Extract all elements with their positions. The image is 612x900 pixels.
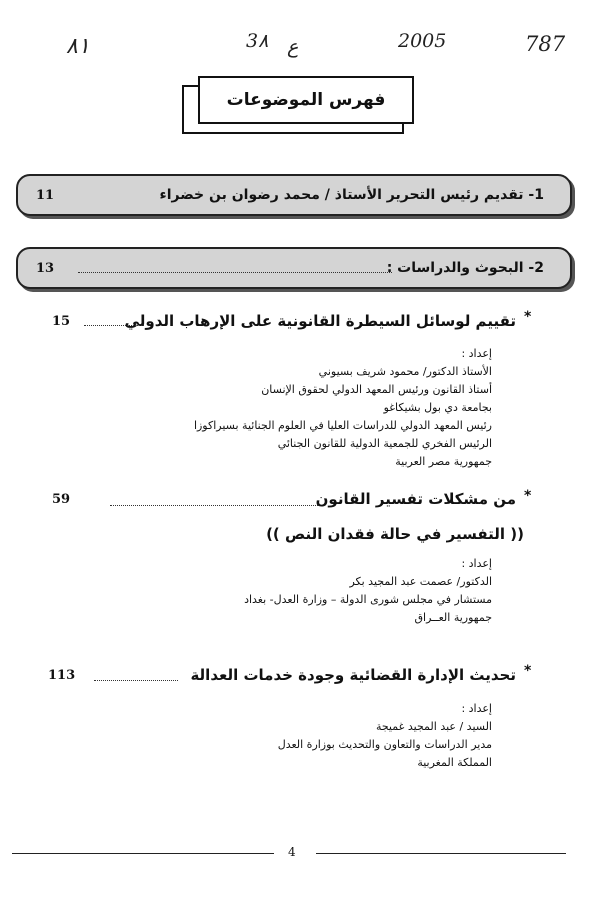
entry-author-block <box>194 345 492 471</box>
footer-page-number: 4 <box>288 845 296 859</box>
leader-dots <box>78 272 392 273</box>
section-banner-2 <box>16 247 572 289</box>
entry-author-block <box>278 700 492 772</box>
author-line: إعداد : <box>461 702 492 715</box>
author-line: الدكتور/ عصمت عبد المجيد بكر <box>349 575 492 588</box>
author-line: الرئيس الفخري للجمعية الدولية للقانون الجنائي <box>277 437 492 450</box>
author-line: جمهورية العــراق <box>414 611 492 624</box>
section-page-number: 13 <box>36 260 55 276</box>
author-line: أستاذ القانون ورئيس المعهد الدولي لحقوق الإنسان <box>261 383 492 396</box>
entry-bullet: * <box>524 488 532 504</box>
author-line: مدير الدراسات والتعاون والتحديث بوزارة العدل <box>277 738 492 751</box>
author-line: إعداد : <box>461 557 492 570</box>
entry-subtitle: (( التفسير في حالة فقدان النص )) <box>266 525 524 543</box>
handwritten-note-right: 787 <box>525 32 566 56</box>
author-line: جمهورية مصر العربية <box>395 455 492 468</box>
leader-dots <box>94 680 178 681</box>
leader-dots <box>84 325 144 326</box>
handwritten-note-letter: ع <box>287 36 299 58</box>
entry-page-number: 15 <box>52 314 71 329</box>
section-page-number: 11 <box>36 187 55 203</box>
author-line: مستشار في مجلس شورى الدولة – وزارة العدل- بغداد <box>244 593 492 606</box>
section-label: 1- تقديم رئيس التحرير الأستاذ / محمد رضوان بن خضراء <box>159 187 544 203</box>
page-title: فهرس الموضوعات <box>198 76 414 124</box>
entry-title: تقييم لوسائل السيطرة القانونية على الإرهاب الدولي <box>124 312 516 330</box>
section-label: 2- البحوث والدراسات : <box>386 260 544 276</box>
entry-bullet: * <box>524 309 532 325</box>
entry-title: تحديث الإدارة القضائية وجودة خدمات العدالة <box>190 666 516 684</box>
footer-rule-left <box>12 853 274 854</box>
entry-page-number: 113 <box>48 668 76 683</box>
entry-page-number: 59 <box>52 492 71 507</box>
leader-dots <box>110 505 318 506</box>
entry-bullet: * <box>524 663 532 679</box>
handwritten-note-left: ٨١ <box>66 34 90 59</box>
author-line: الأستاذ الدكتور/ محمود شريف بسيوني <box>318 365 492 378</box>
entry-author-block <box>244 555 492 627</box>
author-line: رئيس المعهد الدولي للدراسات العليا في العلوم الجنائية بسيراكوزا <box>193 419 492 432</box>
entry-title: من مشكلات تفسير القانون <box>315 490 516 508</box>
author-line: بجامعة دي بول بشيكاغو <box>383 401 492 414</box>
footer-rule-right <box>316 853 566 854</box>
handwritten-note-year: 2005 <box>398 30 447 52</box>
author-line: السيد / عبد المجيد غميجة <box>375 720 492 733</box>
author-line: إعداد : <box>461 347 492 360</box>
section-banner-1 <box>16 174 572 216</box>
handwritten-note-number: 3٨ <box>246 30 269 52</box>
author-line: المملكة المغربية <box>417 756 492 769</box>
